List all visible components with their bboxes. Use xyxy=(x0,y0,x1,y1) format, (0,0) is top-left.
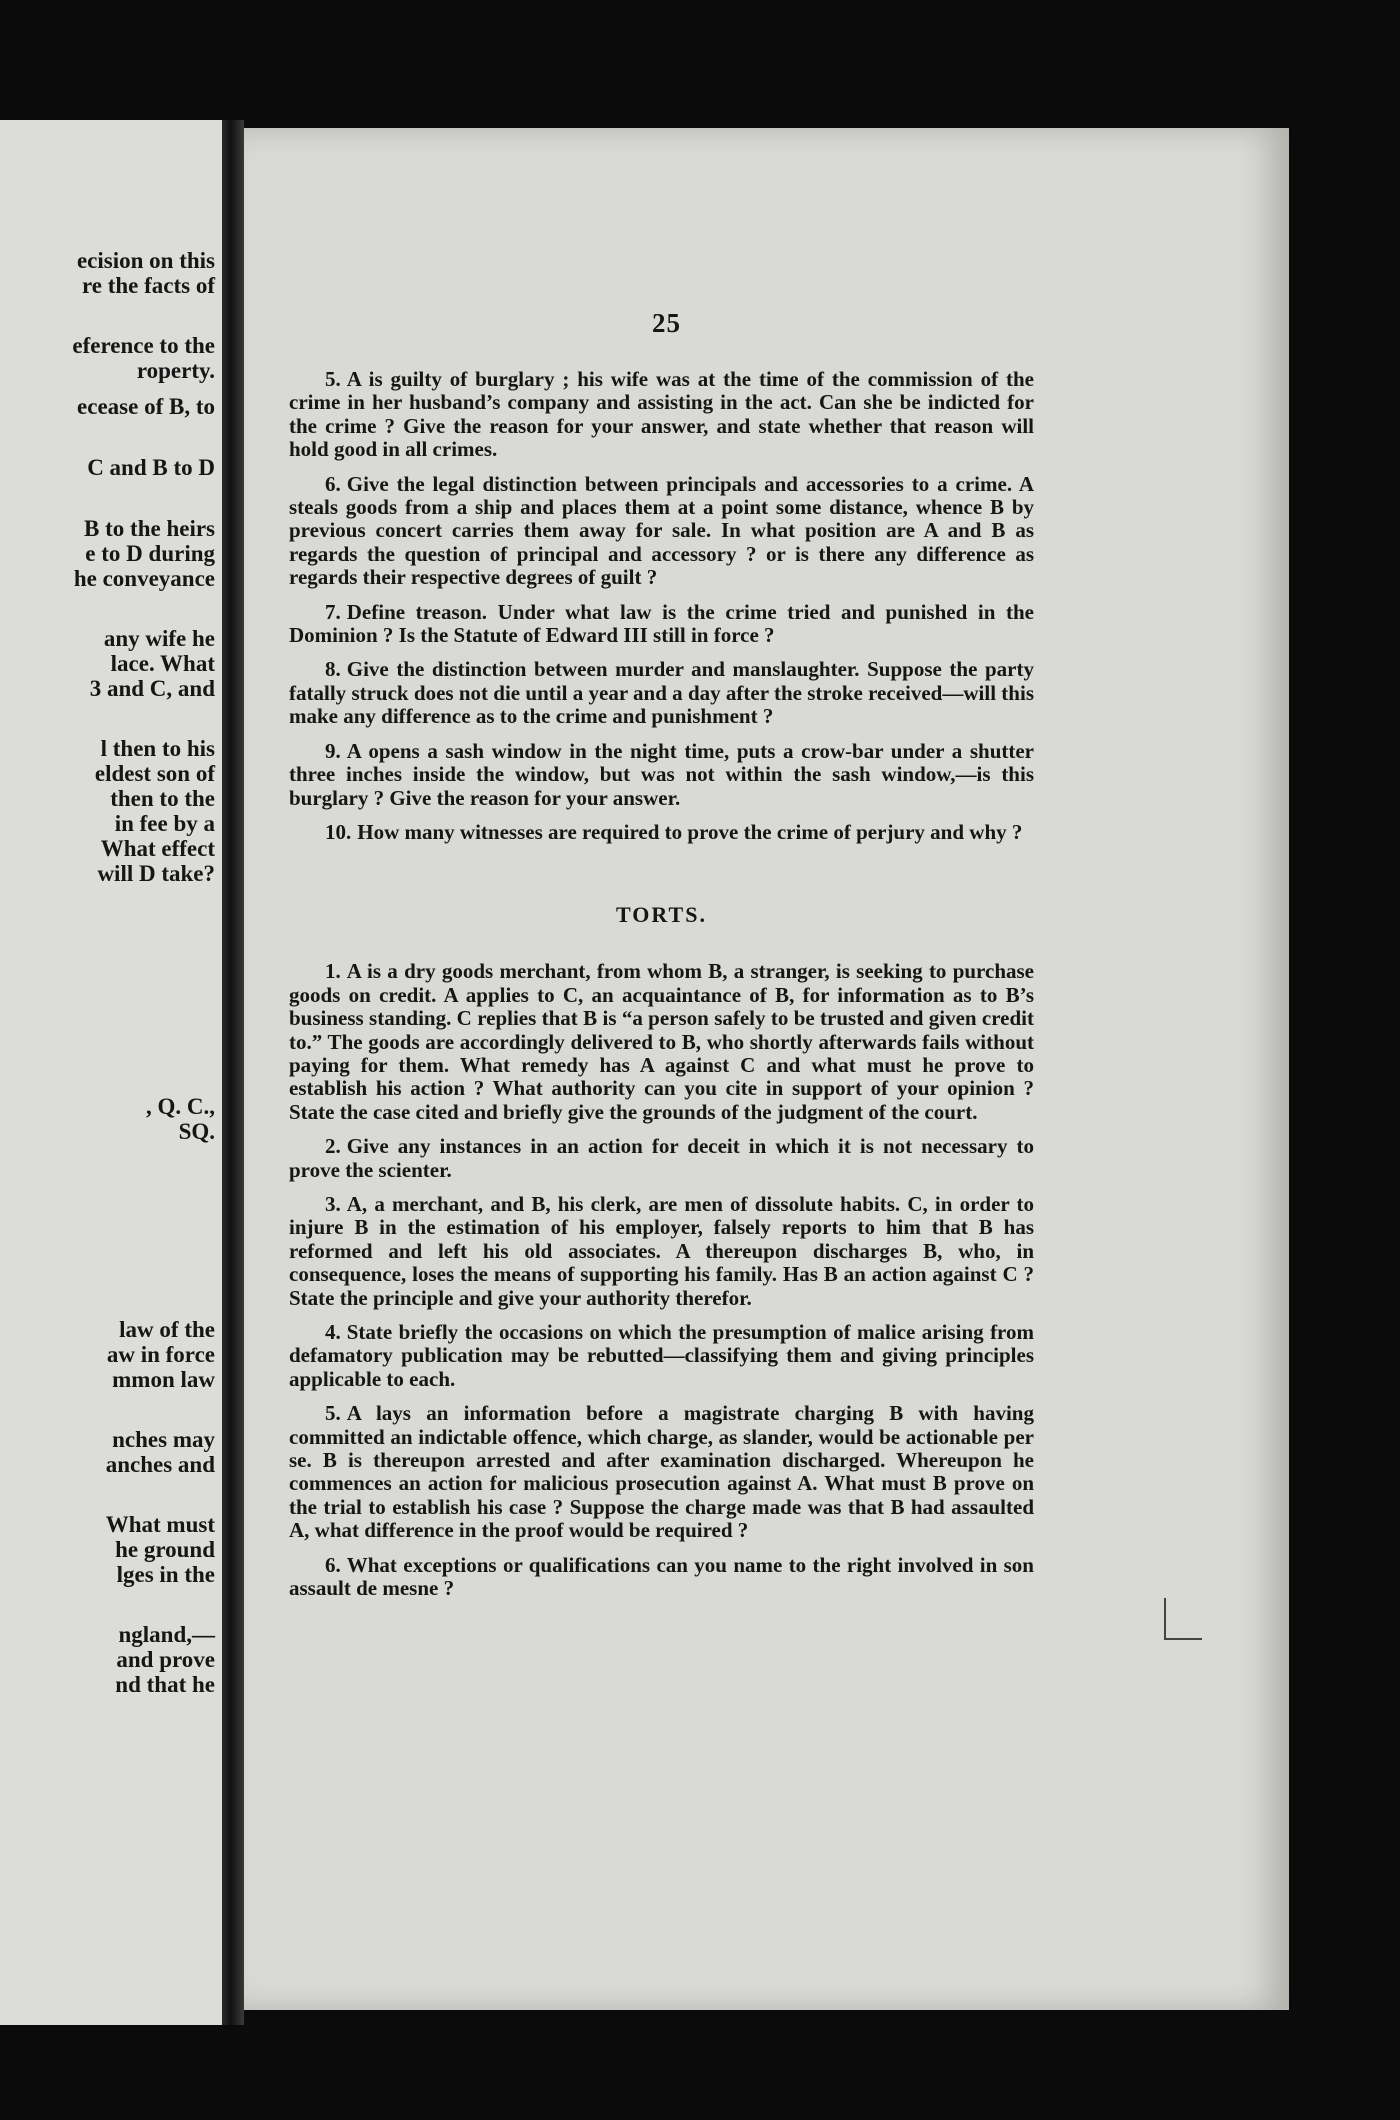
question-item xyxy=(289,740,1034,810)
left-page-text-fragment: What must xyxy=(105,1512,215,1537)
left-page-text-fragment: and prove xyxy=(116,1647,215,1672)
left-page-text-fragment: roperty. xyxy=(136,358,215,383)
left-page-text-fragment: then to the xyxy=(110,786,215,811)
question-number: 7. xyxy=(325,599,341,624)
left-page-text-fragment: any wife he xyxy=(103,626,215,651)
left-page-text-fragment: aw in force xyxy=(106,1342,215,1367)
book-gutter xyxy=(222,120,244,2025)
left-page-text-fragment: re the facts of xyxy=(81,273,215,298)
left-page-text-fragment: ecision on this xyxy=(76,248,215,273)
left-page-text-fragment: eference to the xyxy=(72,333,215,358)
margin-mark xyxy=(1164,1598,1166,1640)
question-text: Give the distinction between murder and manslaughter. Suppose the party fatally struck does not die until a year and a day after the stroke received—will this make any difference as to the crime and punishment ? xyxy=(289,657,1034,729)
question-number: 5. xyxy=(325,367,341,391)
left-page-text-fragment: ngland,— xyxy=(118,1622,215,1647)
question-number: 9. xyxy=(325,738,341,763)
left-page-text-fragment: lges in the xyxy=(116,1562,215,1587)
question-item xyxy=(289,1321,1034,1391)
left-page-text-fragment: l then to his xyxy=(100,736,215,761)
question-text: A is guilty of burglary ; his wife was at the time of the commission of the crime in her husband’s company and assisting in the act. Can she be indicted for the crime ? Give the reason for your answer, and state whether that reason will hold good in all crimes. xyxy=(289,367,1034,462)
page-content xyxy=(289,368,1034,1611)
left-page-text-fragment: 3 and C, and xyxy=(89,676,215,701)
left-page-text-fragment: B to the heirs xyxy=(84,516,215,541)
criminal-law-questions xyxy=(289,368,1034,844)
left-page-text-fragment: What effect xyxy=(100,836,215,861)
question-number: 6. xyxy=(325,1552,341,1577)
left-page-text-fragment: ecease of B, to xyxy=(77,394,215,419)
question-item xyxy=(289,1193,1034,1310)
question-item xyxy=(289,821,1034,844)
question-text: A lays an information before a magistrate charging B with having committed an indictable offence, which charge, as slander, would be actionable per se. B is thereupon arrested and after examination discharged. Whereupon he commences an action for malicious prosecution against A. What must B prove on the trial to establish his case ? Suppose the charge made was that B had assaulted A, what difference in the proof would be required ? xyxy=(289,1401,1034,1543)
question-number: 5. xyxy=(325,1401,341,1426)
question-item xyxy=(289,658,1034,728)
question-number: 1. xyxy=(325,959,341,984)
question-text: How many witnesses are required to prove the crime of perjury and why ? xyxy=(357,819,1023,844)
left-page-text-fragment: anches and xyxy=(105,1452,215,1477)
left-page-text-fragment: will D take? xyxy=(97,861,215,886)
question-number: 2. xyxy=(325,1134,341,1159)
question-item xyxy=(289,473,1034,590)
question-text: Give the legal distinction between principals and accessories to a crime. A steals goods from a ship and places them at a point some distance, whence B by previous concert carries them away for sale. In what position are A and B as regards the question of principal and accessory ? or is there any difference as regards their respective degrees of guilt ? xyxy=(289,471,1034,590)
question-number: 3. xyxy=(325,1191,341,1216)
question-number: 6. xyxy=(325,471,341,496)
question-item xyxy=(289,1554,1034,1601)
left-page-text-fragment: in fee by a xyxy=(114,811,215,836)
right-page xyxy=(244,128,1289,2010)
left-page-text-fragment: eldest son of xyxy=(94,761,215,786)
left-page-text-fragment: nches may xyxy=(112,1427,215,1452)
question-text: What exceptions or qualifications can you name to the right involved in son assault de mesne ? xyxy=(289,1552,1034,1601)
question-item xyxy=(289,1135,1034,1182)
question-number: 10. xyxy=(325,819,352,844)
question-item xyxy=(289,960,1034,1124)
question-text: A, a merchant, and B, his clerk, are men of dissolute habits. C, in order to injure B in the estimation of his employer, falsely reports to him that B has reformed and left his old associates. A thereupon discharges B, who, in consequence, loses the means of supporting his family. Has B an action against C ? State the principle and give your authority therefor. xyxy=(289,1191,1034,1310)
section-heading-torts: TORTS. xyxy=(616,902,707,928)
left-page-text-fragment: lace. What xyxy=(110,651,215,676)
question-text: A opens a sash window in the night time, puts a crow-bar under a shutter three inches inside the window, but was not within the sash window,—is this burglary ? Give the reason for your answer. xyxy=(289,738,1034,810)
question-item xyxy=(289,601,1034,648)
left-page-text-fragment: he conveyance xyxy=(73,566,215,591)
question-item xyxy=(289,1402,1034,1542)
question-text: A is a dry goods merchant, from whom B, a stranger, is seeking to purchase goods on credit. A applies to C, an acquaintance of B, for information as to B’s business standing. C replies that B is “a person safely to be trusted and given credit to.” The goods are accordingly delivered to B, who shortly afterwards fails without paying for them. What remedy has A against C and what must he prove to establish his action ? What authority can you cite in support of your opinion ? State the case cited and briefly give the grounds of the judgment of the court. xyxy=(289,959,1034,1124)
left-page-text-fragment: law of the xyxy=(119,1317,215,1342)
left-page-text-fragment: he ground xyxy=(115,1537,215,1562)
question-item xyxy=(289,368,1034,462)
margin-mark xyxy=(1164,1638,1202,1640)
question-text: State briefly the occasions on which the presumption of malice arising from defamatory publication may be rebutted—classifying them and giving principles applicable to each. xyxy=(289,1320,1034,1391)
left-page-text-fragment: mmon law xyxy=(112,1367,215,1392)
question-number: 4. xyxy=(325,1320,341,1344)
left-page-text-fragment: SQ. xyxy=(178,1119,215,1144)
question-text: Define treason. Under what law is the crime tried and punished in the Dominion ? Is the Statute of Edward III still in force ? xyxy=(289,599,1034,648)
left-page-text-fragment: e to D during xyxy=(85,541,215,566)
left-page xyxy=(0,120,225,2025)
left-page-text-fragment: nd that he xyxy=(115,1672,215,1697)
torts-questions xyxy=(289,960,1034,1600)
left-page-text-fragment: , Q. C., xyxy=(146,1094,215,1119)
page-number: 25 xyxy=(652,308,681,338)
left-page-text-fragment: C and B to D xyxy=(87,455,215,480)
question-number: 8. xyxy=(325,657,341,682)
question-text: Give any instances in an action for deceit in which it is not necessary to prove the scienter. xyxy=(289,1134,1034,1182)
